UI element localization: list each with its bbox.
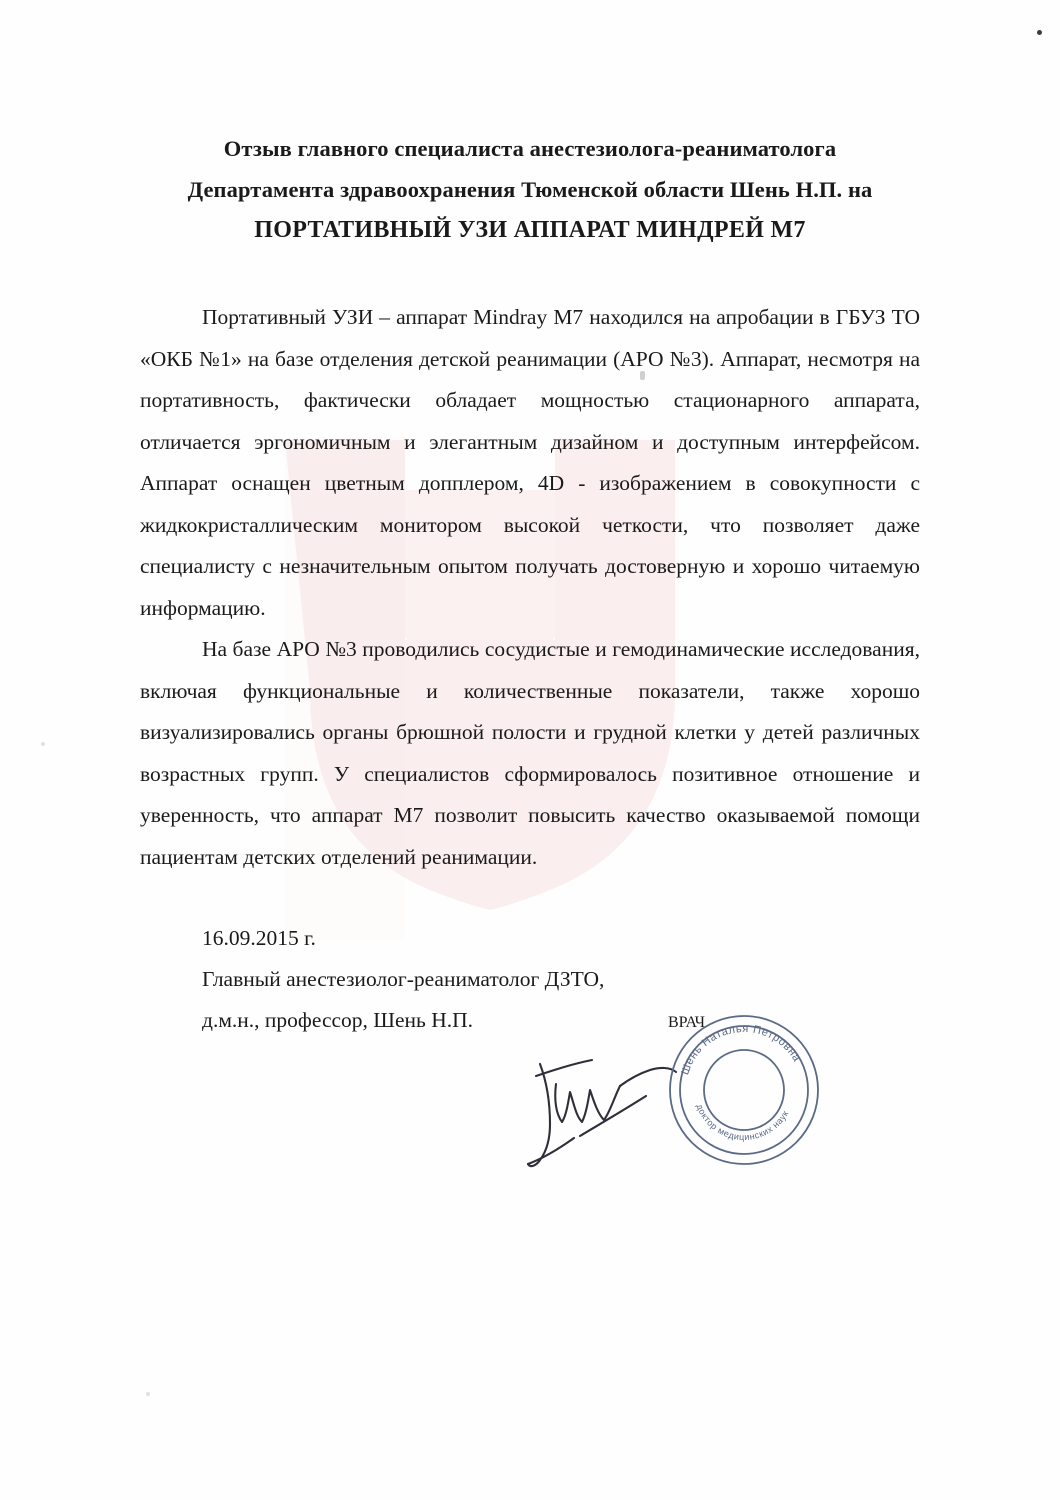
signature-date: 16.09.2015 г. [202, 926, 316, 950]
svg-text:доктор медицинских наук: доктор медицинских наук [694, 1102, 791, 1143]
paragraph-2: На базе АРО №3 проводились сосудистые и гемодинамические исследования, включая функциональные и количественные показатели, также хорошо визуализировались органы брюшной полости и грудной клетки у детей различных возрастных групп. У специалистов сформировалось позитивное отношение и уверенность, что аппарат М7 позволит повысить качество оказываемой помощи пациентам детских отделений реанимации. [140, 637, 920, 869]
stamp-center-text: ВРАЧ [668, 1014, 706, 1031]
svg-text:Шень Наталья Петровна: Шень Наталья Петровна [679, 1022, 803, 1077]
title-line-1: Отзыв главного специалиста анестезиолога-реаниматолога [223, 136, 837, 161]
paragraph-1: Портативный УЗИ – аппарат Mindray M7 находился на апробации в ГБУЗ ТО «ОКБ №1» на базе отделения детской реанимации (АРО №3). Аппарат, несмотря на портативность, фактически обладает мощностью стационарного аппарата, отличается эргономичным и элегантным дизайном и доступным интерфейсом. Аппарат оснащен цветным допплером, 4D - изображением в совокупности с жидкокристаллическим монитором высокой четкости, что позволяет даже специалисту с незначительным опытом получать достоверную и хорошо читаемую информацию. [140, 305, 920, 620]
document-body [140, 297, 920, 1041]
title-line-3: ПОРТАТИВНЫЙ УЗИ АППАРАТ МИНДРЕЙ М7 [254, 217, 806, 243]
signature-block [202, 918, 920, 1041]
scan-speck [146, 1392, 150, 1396]
signature-name: д.м.н., профессор, Шень Н.П. [202, 1008, 473, 1032]
document-title [0, 128, 1060, 251]
handwritten-signature [520, 1040, 710, 1180]
signature-role: Главный анестезиолог-реаниматолог ДЗТО, [202, 967, 605, 991]
title-line-2: Департамента здравоохранения Тюменской области Шень Н.П. на [187, 177, 873, 202]
